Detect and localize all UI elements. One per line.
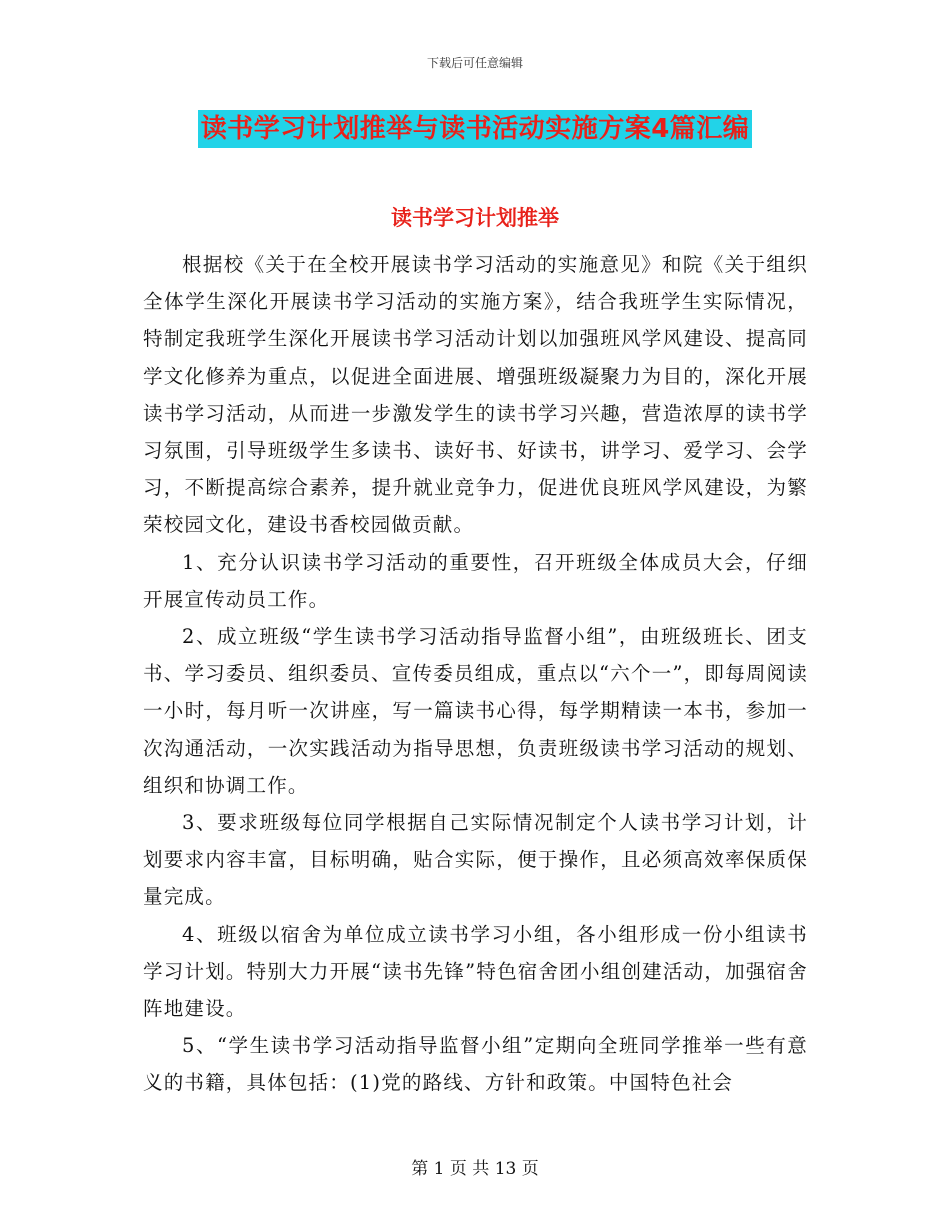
section-title: 读书学习计划推举 (391, 206, 559, 230)
document-body (143, 246, 808, 1102)
paragraph-item-3: 3、要求班级每位同学根据自己实际情况制定个人读书学习计划，计划要求内容丰富，目标明确，贴合实际，便于操作，且必须高效率保质保量完成。 (143, 811, 808, 909)
paragraph-item-2: 2、成立班级“学生读书学习活动指导监督小组”，由班级班长、团支书、学习委员、组织委员、宣传委员组成，重点以“六个一”，即每周阅读一小时，每月听一次讲座，写一篇读书心得，每学期精读一本书，参加一次沟通活动，一次实践活动为指导思想，负责班级读书学习活动的规划、组织和协调工作。 (143, 625, 808, 797)
paragraph-item-4: 4、班级以宿舍为单位成立读书学习小组，各小组形成一份小组读书学习计划。特别大力开展“读书先锋”特色宿舍团小组创建活动，加强宿舍阵地建设。 (143, 922, 808, 1021)
paragraph-intro: 根据校《关于在全校开展读书学习活动的实施意见》和院《关于组织全体学生深化开展读书学习活动的实施方案》，结合我班学生实际情况，特制定我班学生深化开展读书学习活动计划以加强班风学风建设、提高同学文化修养为重点，以促进全面进展、增强班级凝聚力为目的，深化开展读书学习活动，从而进一步激发学生的读书学习兴趣，营造浓厚的读书学习氛围，引导班级学生多读书、读好书、好读书，讲学习、爱学习、会学习，不断提高综合素养，提升就业竞争力，促进优良班风学风建设，为繁荣校园文化，建设书香校园做贡献。 (143, 253, 808, 537)
paragraph-item-1: 1、充分认识读书学习活动的重要性，召开班级全体成员大会，仔细开展宣传动员工作。 (143, 550, 808, 611)
page-footer: 第 1 页 共 13 页 (411, 1159, 539, 1179)
document-title: 读书学习计划推举与读书活动实施方案4篇汇编 (198, 110, 753, 148)
paragraph-item-5: 5、“学生读书学习活动指导监督小组”定期向全班同学推举一些有意义的书籍，具体包括：(1)党的路线、方针和政策。中国特色社会 (143, 1034, 808, 1095)
document-title-container (0, 110, 950, 148)
header-note: 下载后可任意编辑 (426, 56, 523, 70)
